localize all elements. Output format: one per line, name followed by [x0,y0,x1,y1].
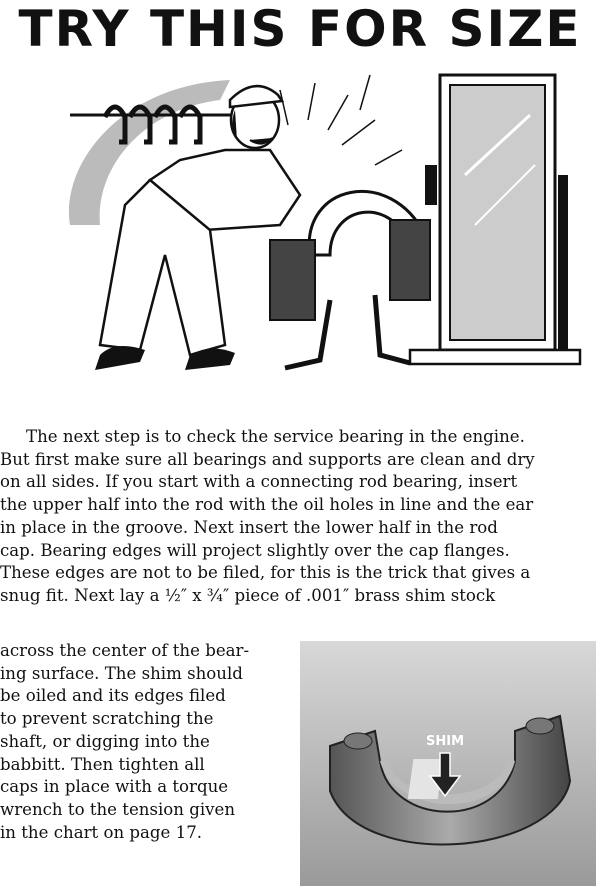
page-title: TRY THIS FOR SIZE [18,0,582,58]
text-line: babbitt. Then tighten all [0,754,205,774]
wrapped-paragraph [0,640,290,844]
text-line: the upper half into the rod with the oil holes in line and the ear [0,495,534,515]
text-line: snug fit. Next lay a ½″ x ¾″ piece of .001″ brass shim stock [0,585,496,605]
text-line: to prevent scratching the [0,709,214,729]
text-line: in the chart on page 17. [0,822,203,842]
text-line: in place in the groove. Next insert the lower half in the rod [0,517,498,537]
text-line: across the center of the bear- [0,641,250,660]
shim-label: SHIM [425,734,465,749]
text-line: on all sides. If you start with a connecting rod bearing, insert [0,472,518,492]
text-line: But first make sure all bearings and supports are clean and dry [0,449,535,469]
bearing-photo [300,641,596,886]
text-line: shaft, or digging into the [0,731,210,751]
text-line: be oiled and its edges filed [0,686,226,706]
text-line: The next step is to check the service bearing in the engine. [26,427,525,446]
body-paragraph [0,426,600,608]
text-line: wrench to the tension given [0,799,236,819]
cartoon-illustration [30,55,590,405]
text-line: These edges are not to be filed, for this is the trick that gives a [0,563,531,583]
text-line: cap. Bearing edges will project slightly over the cap flanges. [0,540,510,560]
text-line: ing surface. The shim should [0,663,243,683]
text-line: caps in place with a torque [0,777,229,797]
